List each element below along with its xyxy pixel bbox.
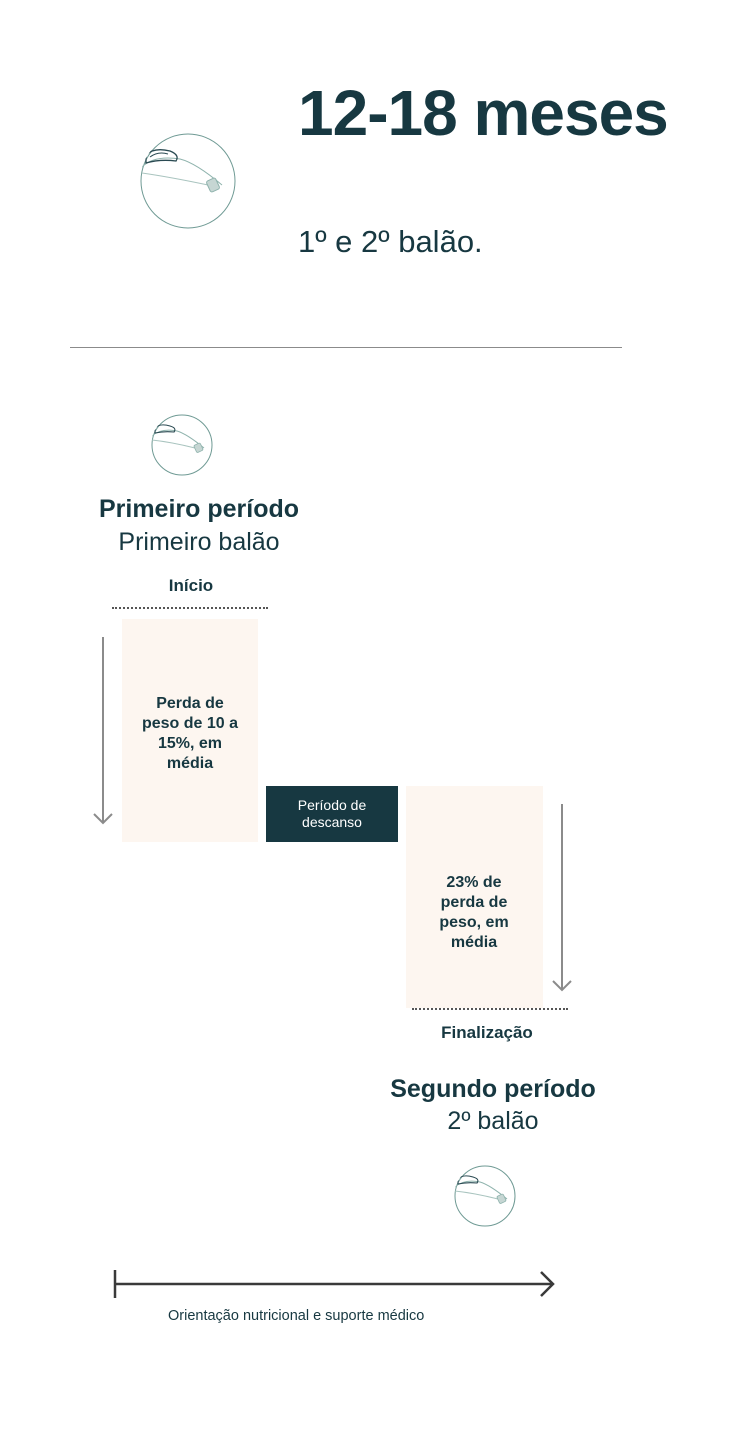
end-line [412,1008,568,1010]
timeline-label: Orientação nutricional e suporte médico [168,1308,425,1324]
down-arrow-icon [92,635,114,827]
end-label: Finalização [441,1023,533,1042]
start-line [112,607,268,609]
gastric-balloon-icon [151,414,213,476]
second-period-title: Segundo período [390,1075,596,1103]
second-period-box-text: 23% de perda de peso, em média [439,874,509,951]
start-label: Início [168,576,214,595]
first-period-box-text: Perda de peso de 10 a 15%, em média [141,695,239,772]
gastric-balloon-icon [140,133,236,229]
page-title: 12-18 meses [298,77,668,149]
rest-period-box [266,786,398,842]
first-period-subtitle: Primeiro balão [118,528,280,556]
first-period-title: Primeiro período [98,495,300,523]
down-arrow-icon [551,802,573,994]
divider [70,347,622,348]
gastric-balloon-icon [454,1165,516,1227]
right-arrow-icon [112,1268,558,1300]
rest-period-label: Período de descanso [297,797,367,830]
page-subtitle: 1º e 2º balão. [298,224,483,259]
second-period-subtitle: 2º balão [447,1107,539,1135]
